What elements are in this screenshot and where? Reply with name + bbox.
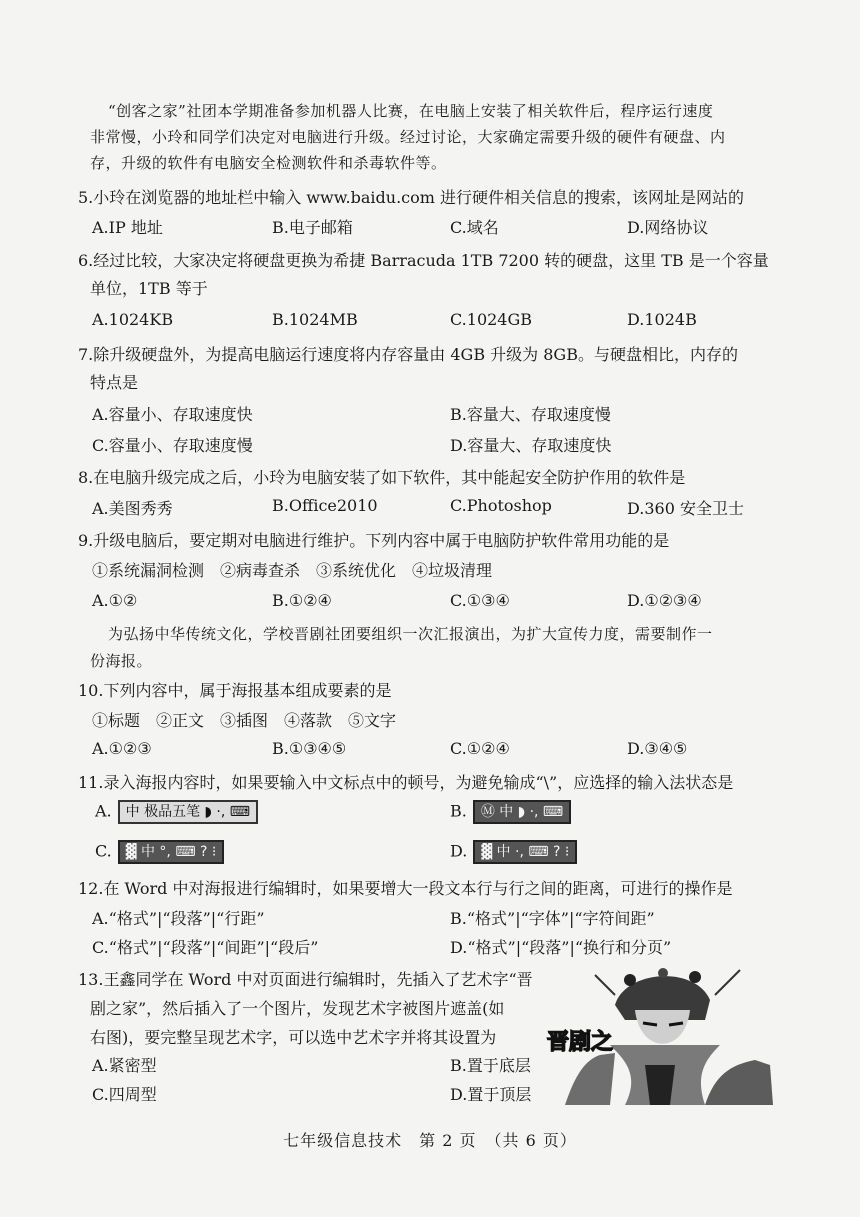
q10-option-a: A.①②③ [92,739,152,758]
q13-option-d: D.置于顶层 [450,1085,532,1104]
q11-option-d-label: D. [450,841,468,861]
q13-option-c: C.四周型 [92,1085,157,1104]
q11-option-b [450,800,571,824]
question-9-stem: 9.升级电脑后，要定期对电脑进行维护。下列内容中属于电脑防护软件常用功能的是 [78,531,670,550]
q7-option-a: A.容量小、存取速度快 [92,405,253,424]
q11-option-c [95,840,224,864]
ime-status-bar-c: ▓ 中 °, ⌨ ? ⁝ [118,840,225,864]
q11-option-c-label: C. [95,841,112,861]
question-6-stem: 6.经过比较，大家决定将硬盘更换为希捷 Barracuda 1TB 7200 转的硬盘，这里 TB 是一个容量 [78,251,769,270]
q11-option-a [95,800,258,824]
q8-option-b: B.Office2010 [272,496,378,515]
question-7-stem-cont: 特点是 [90,373,139,392]
q11-option-a-label: A. [95,801,112,821]
opera-figure-image [547,965,773,1105]
question-12-stem: 12.在 Word 中对海报进行编辑时，如果要增大一段文本行与行之间的距离，可进行的操作是 [78,879,733,898]
question-13-stem: 13.王鑫同学在 Word 中对页面进行编辑时，先插入了艺术字“晋 [78,970,533,989]
q6-option-b: B.1024MB [272,310,358,329]
q6-option-c: C.1024GB [450,310,533,329]
q12-option-b: B.“格式”|“字体”|“字符间距” [450,909,655,928]
word-art-text: 晋剧之 [547,1030,614,1055]
question-8-stem: 8.在电脑升级完成之后，小玲为电脑安装了如下软件，其中能起安全防护作用的软件是 [78,468,686,487]
q9-option-a: A.①② [92,591,138,610]
q6-option-d: D.1024B [627,310,697,329]
question-5-stem: 5.小玲在浏览器的地址栏中输入 www.baidu.com 进行硬件相关信息的搜索，该网址是网站的 [78,188,745,207]
q12-option-a: A.“格式”|“段落”|“行距” [92,909,265,928]
question-13-stem-cont: 剧之家”，然后插入了一个图片，发现艺术字被图片遮盖(如 [90,999,505,1018]
question-9-items: ①系统漏洞检测 ②病毒查杀 ③系统优化 ④垃圾清理 [92,561,493,580]
context-paragraph-line: 为弘扬中华传统文化，学校晋剧社团要组织一次汇报演出，为扩大宣传力度，需要制作一 [108,625,713,643]
q11-option-d [450,840,577,864]
q7-option-c: C.容量小、存取速度慢 [92,436,253,455]
context-paragraph-line: 非常慢，小玲和同学们决定对电脑进行升级。经过讨论，大家确定需要升级的硬件有硬盘、内 [90,128,726,146]
question-10-items: ①标题 ②正文 ③插图 ④落款 ⑤文字 [92,711,397,730]
ime-status-bar-b: Ⓜ 中 ◗ ·, ⌨ [473,800,571,824]
q8-option-c: C.Photoshop [450,496,552,515]
q13-option-b: B.置于底层 [450,1056,531,1075]
q5-option-d: D.网络协议 [627,218,709,237]
page-footer: 七年级信息技术 第 2 页 （共 6 页） [283,1131,577,1150]
question-13-stem-cont: 右图)，要完整呈现艺术字，可以选中艺术字并将其设置为 [90,1028,497,1047]
q9-option-d: D.①②③④ [627,591,702,610]
question-6-stem-cont: 单位，1TB 等于 [90,279,208,298]
question-10-stem: 10.下列内容中，属于海报基本组成要素的是 [78,681,392,700]
q5-option-a: A.IP 地址 [92,218,163,237]
q10-option-c: C.①②④ [450,739,510,758]
q6-option-a: A.1024KB [92,310,174,329]
context-paragraph-line: 存，升级的软件有电脑安全检测软件和杀毒软件等。 [90,154,447,172]
q10-option-b: B.①③④⑤ [272,739,347,758]
question-7-stem: 7.除升级硬盘外，为提高电脑运行速度将内存容量由 4GB 升级为 8GB。与硬盘相比，内存的 [78,345,738,364]
ime-status-bar-a: 中 极品五笔 ◗ ·, ⌨ [118,800,258,824]
q7-option-b: B.容量大、存取速度慢 [450,405,611,424]
context-paragraph-line: “创客之家”社团本学期准备参加机器人比赛，在电脑上安装了相关软件后，程序运行速度 [108,102,714,120]
ime-status-bar-d: ▓ 中 ·, ⌨ ? ⁝ [473,840,577,864]
q8-option-a: A.美图秀秀 [92,499,173,518]
q8-option-d: D.360 安全卫士 [627,499,744,518]
q11-option-b-label: B. [450,801,467,821]
q5-option-c: C.域名 [450,218,499,237]
q10-option-d: D.③④⑤ [627,739,688,758]
q13-option-a: A.紧密型 [92,1056,157,1075]
question-11-stem: 11.录入海报内容时，如果要输入中文标点中的顿号，为避免输成“\”，应选择的输入法状态是 [78,773,734,792]
q7-option-d: D.容量大、存取速度快 [450,436,612,455]
q9-option-c: C.①③④ [450,591,510,610]
q5-option-b: B.电子邮箱 [272,218,353,237]
q12-option-c: C.“格式”|“段落”|“间距”|“段后” [92,938,319,957]
q9-option-b: B.①②④ [272,591,332,610]
context-paragraph-line: 份海报。 [90,652,153,670]
q12-option-d: D.“格式”|“段落”|“换行和分页” [450,938,672,957]
